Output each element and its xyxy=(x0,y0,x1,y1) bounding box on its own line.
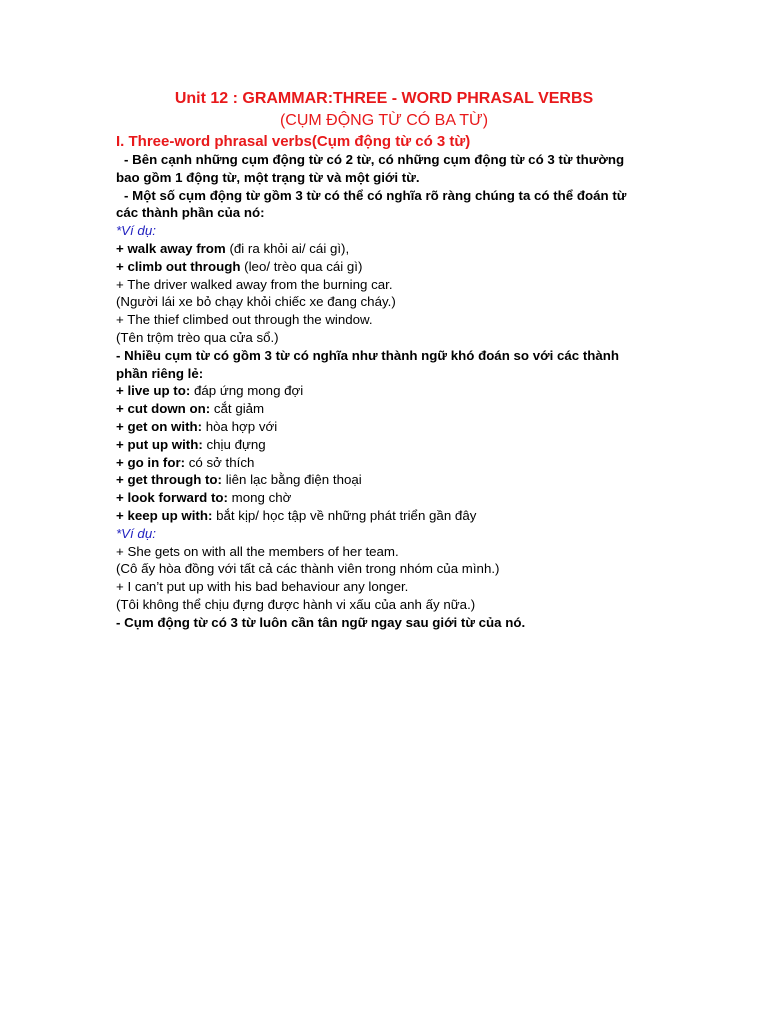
verb-entry xyxy=(116,489,656,507)
document-title: Unit 12 : GRAMMAR:THREE - WORD PHRASAL VERBS xyxy=(174,90,594,107)
verb-term: + climb out through xyxy=(116,258,241,274)
verb-term: + keep up with: xyxy=(116,507,213,523)
verb-term: + walk away from xyxy=(116,240,226,256)
verb-term: + cut down on: xyxy=(116,401,211,417)
verb-meaning: có sở thích xyxy=(185,454,255,470)
verb-meaning: liên lạc bằng điện thoại xyxy=(222,472,362,488)
example-translation: (Tên trộm trèo qua cửa sổ.) xyxy=(116,329,279,345)
idiom-intro-line: - Nhiều cụm từ có gồm 3 từ có nghĩa như thành ngữ khó đoán so với các thành xyxy=(116,347,620,363)
verb-entry xyxy=(116,454,656,472)
section-heading: I. Three-word phrasal verbs(Cụm động từ có 3 từ) xyxy=(116,133,471,150)
example-label: *Ví dụ: xyxy=(116,223,156,239)
example-translation: (Người lái xe bỏ chạy khỏi chiếc xe đang cháy.) xyxy=(116,294,396,310)
verb-entry xyxy=(116,507,656,525)
intro-line: bao gồm 1 động từ, một trạng từ và một giới từ. xyxy=(116,169,420,185)
final-note: - Cụm động từ có 3 từ luôn cần tân ngữ ngay sau giới từ của nó. xyxy=(116,614,526,630)
verb-entry xyxy=(116,400,656,418)
intro-line: - Một số cụm động từ gồm 3 từ có thể có nghĩa rõ ràng chúng ta có thể đoán từ xyxy=(124,187,627,203)
verb-meaning: (đi ra khỏi ai/ cái gì), xyxy=(225,240,350,256)
verb-entry xyxy=(116,471,656,489)
example-sentence: + I can’t put up with his bad behaviour any longer. xyxy=(116,579,409,595)
example-translation: (Tôi không thể chịu đựng được hành vi xấu của anh ấy nữa.) xyxy=(116,596,476,612)
verb-entry xyxy=(116,240,656,258)
example-sentence: + She gets on with all the members of her team. xyxy=(116,543,399,559)
verb-meaning: chịu đựng xyxy=(202,436,266,452)
verb-meaning: đáp ứng mong đợi xyxy=(190,383,304,399)
verb-term: + put up with: xyxy=(116,436,203,452)
example-translation: (Cô ấy hòa đồng với tất cả các thành viên trong nhóm của mình.) xyxy=(116,561,500,577)
verb-term: + get on with: xyxy=(116,418,203,434)
intro-line: các thành phần của nó: xyxy=(116,205,265,221)
idiom-intro-line: phần riêng lẻ: xyxy=(116,365,204,381)
verb-entry xyxy=(116,382,656,400)
example-sentence: + The driver walked away from the burning car. xyxy=(116,276,393,292)
example-label: *Ví dụ: xyxy=(116,525,156,541)
verb-entry xyxy=(116,436,656,454)
verb-meaning: hòa hợp với xyxy=(202,418,278,434)
verb-meaning: cắt giảm xyxy=(210,401,265,417)
verb-term: + go in for: xyxy=(116,454,186,470)
verb-meaning: mong chờ xyxy=(227,490,292,506)
intro-line: - Bên cạnh những cụm động từ có 2 từ, có những cụm động từ có 3 từ thường xyxy=(124,152,625,167)
verb-term: + get through to: xyxy=(116,472,222,488)
verb-entry xyxy=(116,418,656,436)
example-sentence: + The thief climbed out through the window. xyxy=(116,312,373,328)
verb-term: + live up to: xyxy=(116,383,191,399)
verb-term: + look forward to: xyxy=(116,490,228,506)
verb-meaning: (leo/ trèo qua cái gì) xyxy=(240,258,363,274)
document-subtitle: (CỤM ĐỘNG TỪ CÓ BA TỪ) xyxy=(279,112,489,129)
document-body xyxy=(116,133,656,632)
verb-entry xyxy=(116,258,656,276)
verb-meaning: bắt kịp/ học tập về những phát triển gần đây xyxy=(212,507,477,523)
